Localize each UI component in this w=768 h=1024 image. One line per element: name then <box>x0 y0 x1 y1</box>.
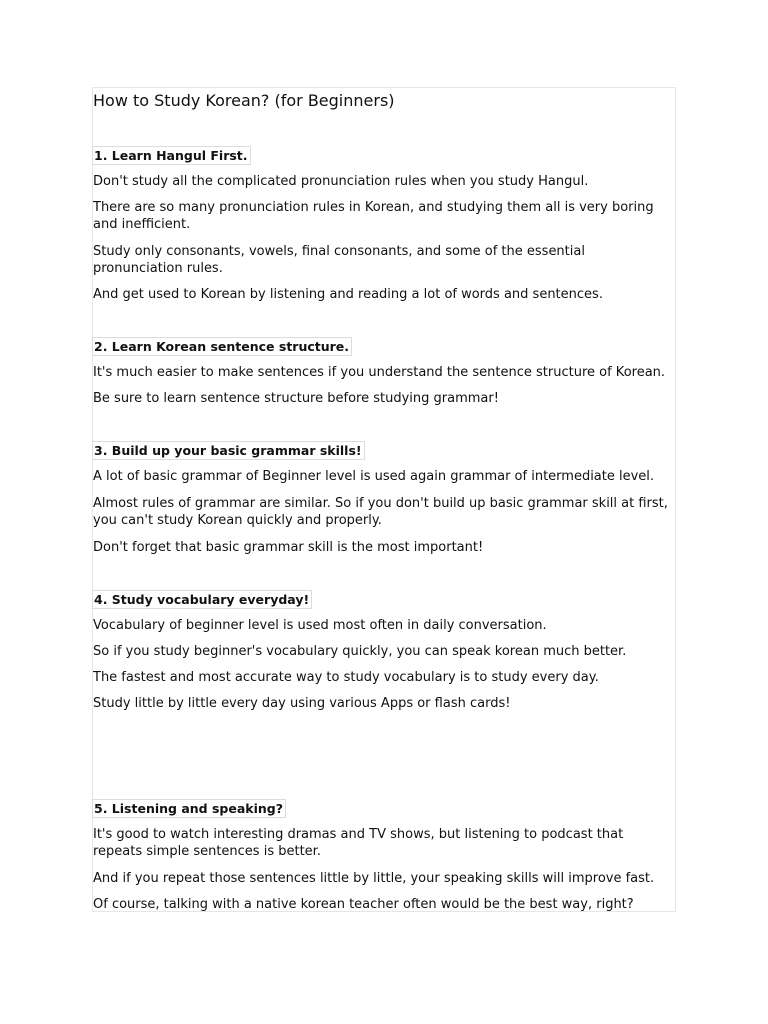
section-2-paragraph-2: Be sure to learn sentence structure before studying grammar! <box>93 391 499 406</box>
section-1-paragraph-2: There are so many pronunciation rules in Korean, and studying them all is very boring and inefficient. <box>93 200 654 232</box>
section-5-paragraph-1: It's good to watch interesting dramas and TV shows, but listening to podcast that repeats simple sentences is better. <box>93 827 624 859</box>
section-1-paragraph-1: Don't study all the complicated pronunciation rules when you study Hangul. <box>93 174 589 189</box>
section-5-paragraph-2: And if you repeat those sentences little by little, your speaking skills will improve fast. <box>93 871 655 886</box>
section-2-paragraph-1: It's much easier to make sentences if you understand the sentence structure of Korean. <box>93 365 666 380</box>
section-3-paragraph-3: Don't forget that basic grammar skill is the most important! <box>93 540 484 555</box>
section-1-paragraph-3: Study only consonants, vowels, final consonants, and some of the essential pronunciation rules. <box>93 244 585 276</box>
section-3-paragraph-1: A lot of basic grammar of Beginner level is used again grammar of intermediate level. <box>93 469 655 484</box>
page-title: How to Study Korean? (for Beginners) <box>93 91 395 110</box>
section-4-paragraph-4: Study little by little every day using various Apps or flash cards! <box>93 696 511 711</box>
section-1-heading: 1. Learn Hangul First. <box>92 146 251 165</box>
section-4-paragraph-1: Vocabulary of beginner level is used most often in daily conversation. <box>93 618 547 633</box>
section-4-paragraph-3: The fastest and most accurate way to study vocabulary is to study every day. <box>93 670 599 685</box>
section-1-paragraph-4: And get used to Korean by listening and reading a lot of words and sentences. <box>93 287 603 302</box>
section-4-paragraph-2: So if you study beginner's vocabulary quickly, you can speak korean much better. <box>93 644 627 659</box>
section-2-heading: 2. Learn Korean sentence structure. <box>92 337 352 356</box>
section-3-paragraph-2: Almost rules of grammar are similar. So if you don't build up basic grammar skill at first, you can't study Korean quickly and properly. <box>93 496 668 528</box>
section-4-heading: 4. Study vocabulary everyday! <box>92 590 312 609</box>
section-5-paragraph-3: Of course, talking with a native korean teacher often would be the best way, right? <box>93 897 634 912</box>
section-5-heading: 5. Listening and speaking? <box>92 799 286 818</box>
section-3-heading: 3. Build up your basic grammar skills! <box>92 441 365 460</box>
